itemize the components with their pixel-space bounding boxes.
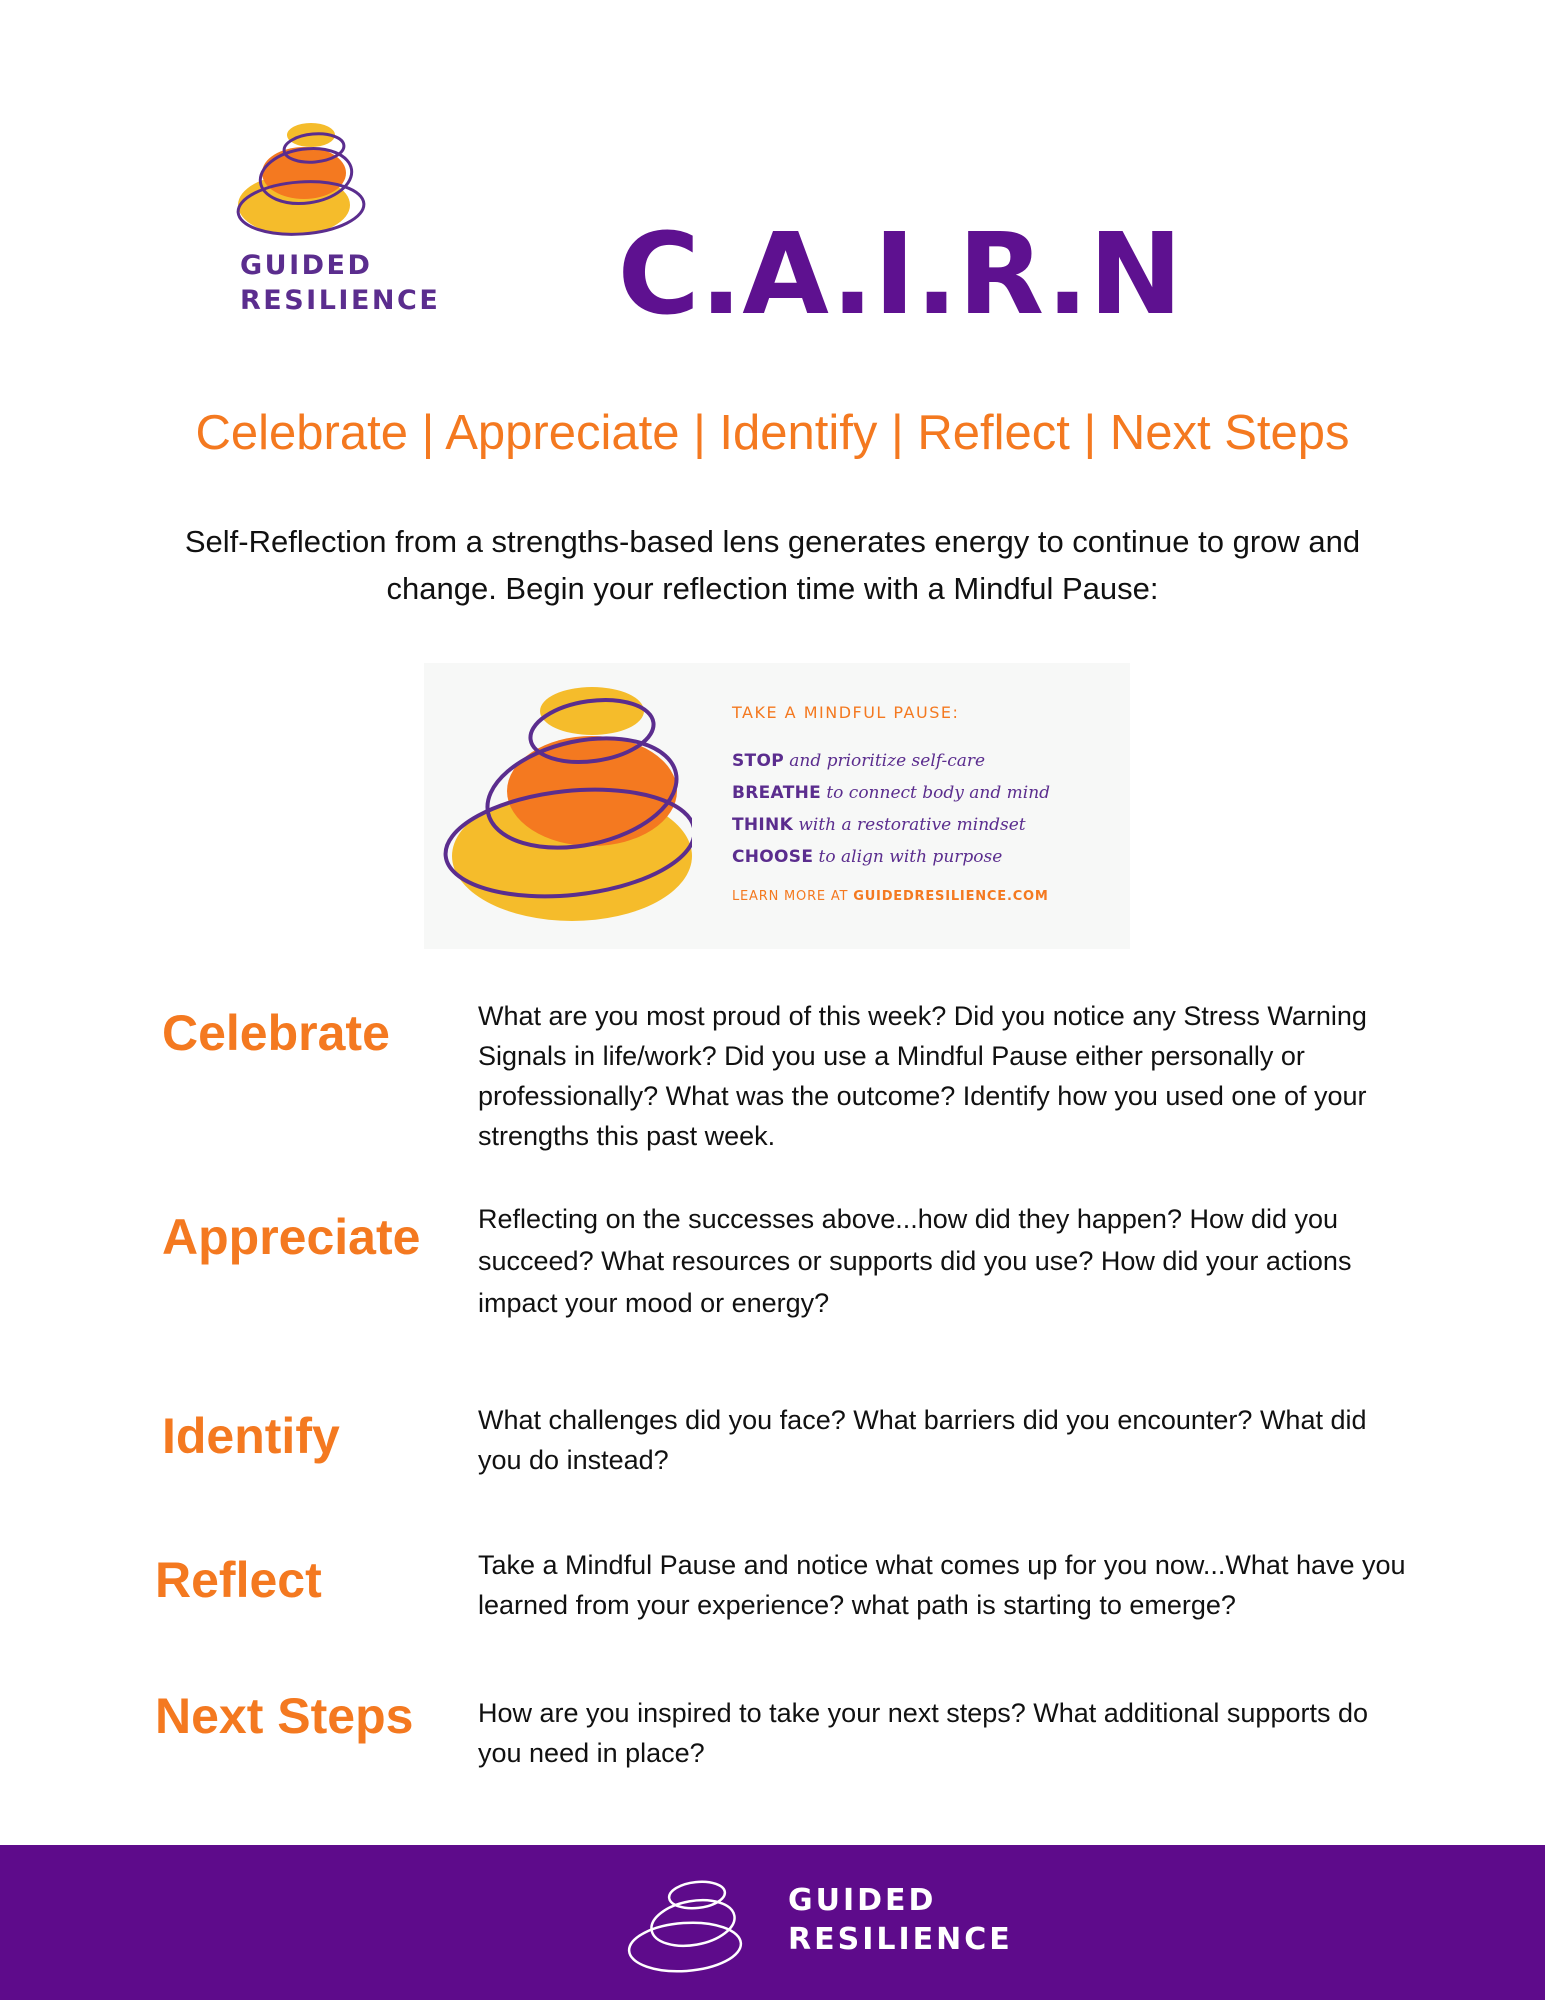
brand-name-line1: GUIDED	[240, 250, 373, 281]
mindful-pause-keyword: BREATHE	[732, 783, 822, 803]
step-text-reflect: Take a Mindful Pause and notice what comes up for you now...What have you learned from your experience? what path is starting to emerge?	[478, 1550, 1406, 1620]
mindful-pause-heading: TAKE A MINDFUL PAUSE:	[732, 703, 960, 722]
footer-brand-line2: RESILIENCE	[788, 1922, 1013, 1957]
mindful-pause-list	[732, 745, 1050, 873]
mindful-pause-item	[732, 841, 1050, 873]
footer-brand-line1: GUIDED	[788, 1883, 937, 1918]
website-link[interactable]: GUIDEDRESILIENCE.COM	[853, 889, 1049, 904]
step-label-identify: Identify	[162, 1408, 340, 1464]
mindful-pause-text: to align with purpose	[818, 847, 1003, 867]
mindful-pause-text: and prioritize self-care	[789, 751, 986, 771]
cairn-stones-icon	[236, 118, 376, 248]
mindful-pause-item	[732, 809, 1050, 841]
page-title: C.A.I.R.N	[617, 210, 1183, 340]
cairn-stones-icon	[442, 681, 692, 931]
footer-bar	[0, 1845, 1545, 2000]
mindful-pause-keyword: THINK	[732, 815, 794, 835]
mindful-pause-footer	[732, 889, 1049, 904]
learn-more-text: LEARN MORE AT	[732, 889, 849, 904]
step-text-celebrate: What are you most proud of this week? Did you notice any Stress Warning Signals in life/work? Did you use a Mindful Pause either personally or professionally? What was the outcome? Identify how you used one of your strengths this past week.	[478, 1001, 1367, 1151]
step-text-identify: What challenges did you face? What barriers did you encounter? What did you do instead?	[478, 1405, 1367, 1475]
step-label-appreciate: Appreciate	[162, 1209, 421, 1265]
step-label-celebrate: Celebrate	[162, 1005, 390, 1061]
mindful-pause-card	[424, 663, 1130, 949]
page-subtitle: Celebrate | Appreciate | Identify | Reflect | Next Steps	[195, 406, 1350, 460]
mindful-pause-item	[732, 777, 1050, 809]
brand-name-line2: RESILIENCE	[240, 285, 441, 316]
intro-text: Self-Reflection from a strengths-based lens generates energy to continue to grow and change. Begin your reflection time with a Mindful Pause:	[184, 524, 1361, 606]
mindful-pause-item	[732, 745, 1050, 777]
mindful-pause-text: to connect body and mind	[826, 783, 1051, 803]
mindful-pause-keyword: CHOOSE	[732, 847, 814, 867]
cairn-outline-icon	[625, 1875, 765, 1975]
footer-brand-name	[788, 1881, 1013, 1959]
step-text-next-steps: How are you inspired to take your next steps? What additional supports do you need in place?	[478, 1698, 1368, 1768]
mindful-pause-keyword: STOP	[732, 751, 784, 771]
brand-logo	[236, 118, 456, 318]
step-label-next-steps: Next Steps	[155, 1688, 414, 1744]
step-label-reflect: Reflect	[155, 1552, 322, 1608]
mindful-pause-text: with a restorative mindset	[798, 815, 1026, 835]
step-text-appreciate: Reflecting on the successes above...how did they happen? How did you succeed? What resources or supports did you use? How did your actions impact your mood or energy?	[478, 1204, 1352, 1318]
